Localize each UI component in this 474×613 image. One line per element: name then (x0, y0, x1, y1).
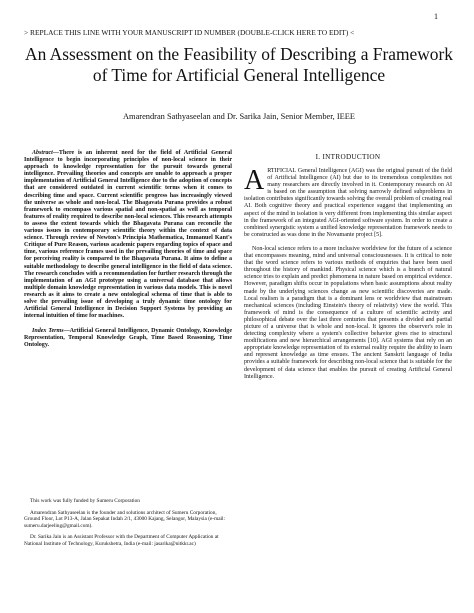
intro-lead-word: RTIFICIAL (267, 168, 297, 174)
intro-paragraph-1 (244, 165, 452, 239)
manuscript-id-placeholder[interactable]: > REPLACE THIS LINE WITH YOUR MANUSCRIPT ID NUMBER (DOUBLE-CLICK HERE TO EDIT) < (24, 28, 355, 37)
paper-title: An Assessment on the Feasibility of Describing a Framework of Time for Artificial General Intelligence (25, 44, 453, 85)
abstract-text: There is an inherent need for the field of Artificial General Intelligence to begin incorporating principles of non-local science in their approach to knowledge representation for the pursuit towards general intelligence. Prevailing theories and concepts are unable to approach a proper implementation of Artificial General Intelligence due to the adoption of concepts that are considered outdated in current scientific terms when it comes to describing time and space. Current scientific progress has increasingly viewed the universe as whole and non-local. The Bhagavata Purana provides a robust framework to encompass various spatial and non-spatial as well as temporal features of reality required to describe non-local sciences. This research attempts to assess the extent towards which the Bhagavata Purana can reconcile the various issues in contemporary scientific theory within the context of data science. Through review of Newton's Principia Mathematica, Immanuel Kant's Critique of Pure Reason, various academic papers regarding topics of space and time, various reference frames used in the prevailing theories of time and space for perceiving reality is compared to the Bhagavata Purana. It aims to define a suitable methodology to describe general intelligence in the field of data science. The research concludes with a recommendation for further research through the implementation of an AGI prototype using a universal database that allows multiple domain knowledge representation in various data models. This is novel research as it aims to create a new ontological schema of time that is able to solve the prevailing issue of developing a truly dynamic time ontology for Artificial General Intelligence in Decision Support Systems by providing an internal intuition of time for machines. (24, 150, 232, 320)
index-terms (24, 328, 232, 349)
left-column (24, 150, 232, 350)
index-terms-label: Index Terms (32, 328, 64, 335)
abstract-label: Abstract (32, 150, 53, 156)
page-number: 1 (434, 12, 438, 21)
index-terms-text: Artificial General Intelligence, Dynamic Ontology, Knowledge Representation, Temporal Knowledge Graph, Time Based Reasoning, Time Ontology. (24, 328, 232, 349)
abstract-separator: — (52, 150, 59, 156)
abstract (24, 150, 232, 320)
section-heading: I. INTRODUCTION (315, 153, 381, 161)
index-terms-separator: — (63, 328, 70, 335)
footnotes (24, 498, 232, 553)
footnote-funding: This work was fully funded by Sumeru Corporation (30, 498, 140, 504)
footnote-author-2: Dr. Sarika Jain is an Assistant Professor with the Department of Computer Application at National Institute of Technology, Kurukshetra, India (e-mail: jasarika@nitkkr.ac) (24, 534, 219, 547)
footnote-author-1: Amarendran Sathyaseelan is the founder and solutions architect of Sumeru Corporation, Ground Floor, Lot P13-A, Jalan Sepakat Indah 2/1, 43000 Kajang, Selangor, Malaysia (e-mail: sumeru.darjeeling@gmail.com). (24, 509, 225, 529)
right-column (244, 150, 452, 381)
intro-paragraph-1-text: General Intelligence (AGI) was the original pursuit of the field of Artificial Intelligence (AI) but due to its tremendous complexities not many researchers are directly involved in it. Contemporary research on AI is based on the assumption that solving narrowly defined subproblems in isolation contributes significantly towards solving the overall problem of creating real AI. Both cognitive theory and practical experience suggest that implementing an aspect of the mind in isolation is very different from implementing this similar aspect in the framework of an integrated AGI-oriented software system. In order to create a combined synergistic system a unified knowledge representation framework needs to be constructed as was done in the Novamante project [5]. (244, 168, 452, 238)
intro-paragraph-2: Non-local science refers to a more inclusive worldview for the future of a science that encompasses meaning, mind and universal consciousnesses. It is critical to note that the word science refers to various methods of enquiries that have been used throughout the history of mankind. Physical science which is a branch of natural science tries to explain and predict phenomena in nature based on empirical evidence. However, paradigm shifts occur in populations when basic assumptions about reality made by the underlying sciences change as new scientific discoveries are made. Local realism is a paradigm that is a dominant lens or worldview that mainstream mechanical sciences (including Einstein's theory of relativity) view the world. This framework of mind is the consequence of a culture of scientific activity and philosophical debate over the last three centuries that presents a divided and partial picture of a universe that is whole and non-local. It ignores the observer's role in detecting complexity where a system's collective behavior gives rise to structural modifications and new hierarchical arrangements [10]. AGI systems that rely on an appropriate knowledge representation of its external reality require the ability to learn and represent knowledge as time ensues. The ancient Sanskrit language of India provides a suitable framework for describing non-local science that is suitable for the development of data science that enables the pursuit of creating Artificial General Intelligence. (244, 245, 452, 380)
author-line: Amarendran Sathyaseelan and Dr. Sarika Jain, Senior Member, IEEE (123, 112, 355, 121)
drop-cap: A (244, 165, 265, 196)
